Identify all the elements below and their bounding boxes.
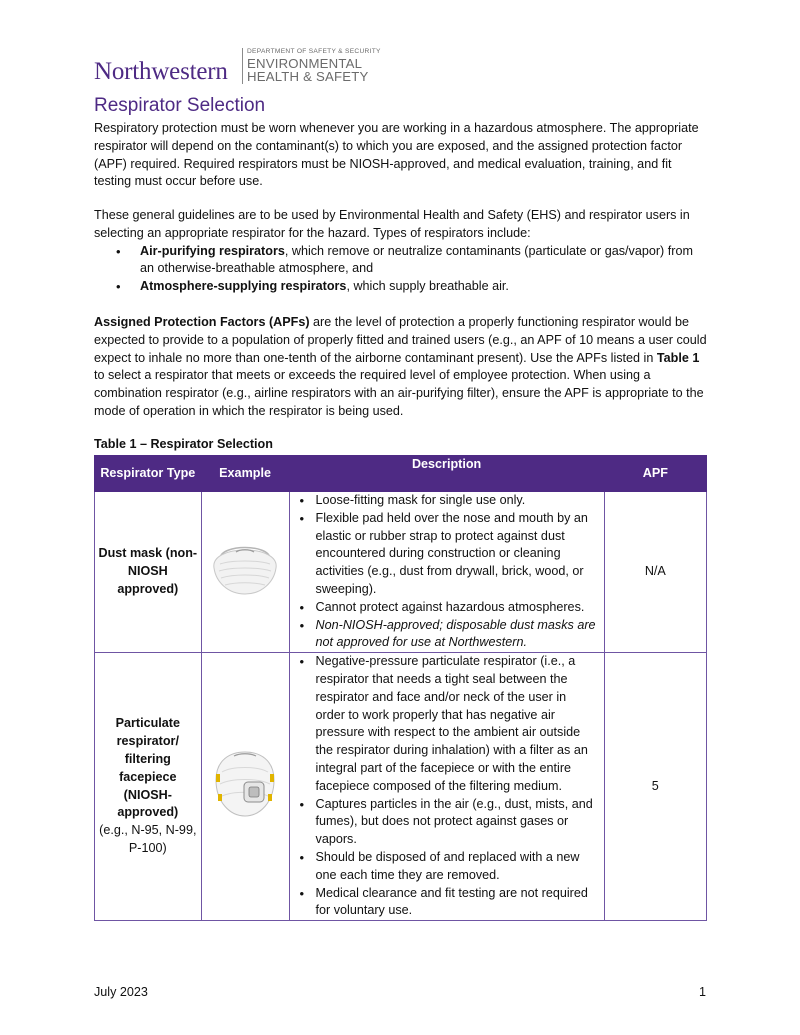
table-row	[95, 653, 707, 921]
description-cell	[289, 492, 604, 653]
respirator-type-cell	[95, 492, 202, 653]
description-list	[294, 653, 598, 920]
type-text: , which remove or neutralize contaminants (particulate or gas/vapor) from an otherwise-breathable atmosphere, and	[140, 243, 693, 276]
list-item: • Loose-fitting mask for single use only.	[294, 492, 598, 510]
list-item: • Cannot protect against hazardous atmospheres.	[294, 599, 598, 617]
description-cell	[289, 653, 604, 921]
department-name: DEPARTMENT OF SAFETY & SECURITY	[247, 48, 381, 55]
footer-date: July 2023	[94, 985, 148, 999]
respirator-type-name: Dust mask (non-NIOSH approved)	[98, 546, 198, 596]
type-text: , which supply breathable air.	[346, 279, 509, 294]
type-name: Atmosphere-supplying respirators	[140, 279, 347, 294]
apf-paragraph	[94, 314, 707, 421]
apf-text: are the level of protection a properly functioning respirator would be expected to provide to a population of properly fitted and trained users (e.g., an APF of 10 means a user could expect to inhale no more than one-tenth of the airborne contaminant present). Use the APFs listed in	[94, 315, 707, 365]
n95-respirator-image	[208, 744, 282, 824]
list-item: • Flexible pad held over the nose and mouth by an elastic or rubber strap to protect against dust encountered during construction or cleaning activities (e.g., dust from drywall, brick, wood, or sweeping).	[294, 510, 598, 599]
table-reference: Table 1	[656, 350, 700, 365]
apf-term: Assigned Protection Factors (APFs)	[94, 315, 310, 329]
respirator-type-name: Particulate respirator/ filtering facepiece (NIOSH-approved)	[115, 716, 180, 820]
header-divider	[242, 48, 243, 84]
unit-name-line2: HEALTH & SAFETY	[247, 69, 369, 84]
header	[94, 44, 707, 86]
guidelines-paragraph: These general guidelines are to be used by Environmental Health and Safety (EHS) and respirator users in selecting an appropriate respirator for the hazard. Types of respirators include:	[94, 208, 690, 240]
list-item: • Negative-pressure particulate respirator (i.e., a respirator that needs a tight seal between the respirator and face and/or neck of the user in order to work properly that has negative air pressure with respect to the ambient air outside the respirator during inhalation) with a filter as an integral part of the facepiece or with the entire facepiece composed of the filtering medium.	[294, 653, 598, 795]
respirator-selection-table	[94, 455, 707, 921]
header-description: Description	[289, 456, 604, 492]
table-row	[95, 492, 707, 653]
apf-cell: N/A	[604, 492, 706, 653]
type-name: Air-purifying respirators	[140, 243, 285, 258]
unit-name-line1: ENVIRONMENTAL	[247, 56, 363, 71]
respirator-type-examples: (e.g., N-95, N-99, P-100)	[99, 823, 197, 856]
header-example: Example	[201, 456, 289, 492]
list-item: • Medical clearance and fit testing are not required for voluntary use.	[294, 885, 598, 921]
page-number: 1	[698, 985, 706, 999]
respirator-type-cell	[95, 653, 202, 921]
page-title: Respirator Selection	[94, 95, 266, 116]
list-item	[94, 243, 707, 279]
example-cell	[201, 492, 289, 653]
dust-mask-image	[208, 534, 282, 604]
description-list	[294, 492, 598, 652]
intro-paragraph: Respiratory protection must be worn whenever you are working in a hazardous atmosphere. The appropriate respirator will depend on the contaminant(s) to which you are exposed, and the assigned protection factor (APF) required. Required respirators must be NIOSH-approved, and medical evaluation, training, and fit testing must occur before use.	[94, 121, 699, 189]
list-item: • Should be disposed of and replaced with a new one each time they are removed.	[294, 849, 598, 885]
list-item: • Non-NIOSH-approved; disposable dust masks are not approved for use at Northwestern.	[294, 617, 598, 653]
example-cell	[201, 653, 289, 921]
list-item	[94, 278, 707, 296]
respirator-types-list	[94, 243, 707, 296]
list-item: • Captures particles in the air (e.g., dust, mists, and fumes), but does not protect against gases or vapors.	[294, 796, 598, 849]
apf-cell: 5	[604, 653, 706, 921]
guidelines-section	[94, 207, 707, 296]
apf-text: to select a respirator that meets or exceeds the required level of employee protection. When using a combination respirator (e.g., airline respirators with an air-purifying filter), ensure the APF is appropriate to the mode of operation in which the respirator is being used.	[94, 368, 704, 418]
table-caption: Table 1 – Respirator Selection	[94, 437, 273, 451]
header-respirator-type: Respirator Type	[95, 456, 202, 492]
northwestern-logo: Northwestern	[94, 58, 228, 85]
header-apf: APF	[604, 456, 706, 492]
table-header-row	[95, 456, 707, 492]
